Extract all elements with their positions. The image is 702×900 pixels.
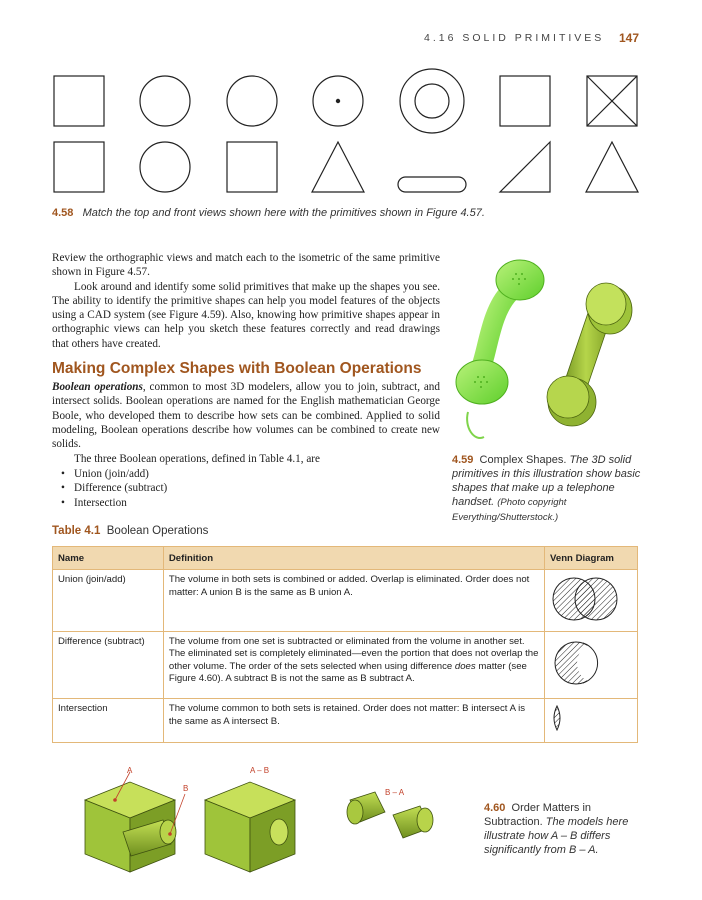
front-view-triangle xyxy=(312,142,364,192)
running-head: 4.16 SOLID PRIMITIVES xyxy=(424,32,605,44)
front-view-slot xyxy=(398,177,466,192)
table-row xyxy=(53,570,638,632)
front-view-right-triangle xyxy=(500,142,550,192)
figure-4-58-views xyxy=(50,68,642,198)
body-paragraphs-bottom xyxy=(52,380,440,511)
column-header: Name xyxy=(53,547,164,570)
body-paragraphs-top xyxy=(52,251,440,351)
label-b-minus-a: B – A xyxy=(385,788,405,797)
cell-name: Union (join/add) xyxy=(53,570,164,632)
cell-definition: The volume from one set is subtracted or eliminated from the volume in another set. The eliminated set is completely eliminated—even the portion that does not overlap the other volume. The order of the sets selected when using difference does matter (see Figure 4.60). A subtract B is not the same as B subtract A. xyxy=(163,631,544,699)
figure-number: 4.58 xyxy=(52,207,74,219)
figure-4-59-caption xyxy=(452,453,642,525)
cell-name: Difference (subtract) xyxy=(53,631,164,699)
label-b: B xyxy=(183,784,189,793)
figure-number: 4.60 xyxy=(484,802,506,814)
figure-number: 4.59 xyxy=(452,454,474,466)
front-view-triangle-2 xyxy=(586,142,638,192)
table-number: Table 4.1 xyxy=(52,525,101,537)
top-view-square xyxy=(54,76,104,126)
top-view-concentric-outer xyxy=(400,69,464,133)
top-view-circle xyxy=(140,76,190,126)
label-a-minus-b: A – B xyxy=(250,766,270,775)
figure-4-59-handsets xyxy=(450,252,650,447)
paragraph: Boolean operations, common to most 3D modelers, allow you to join, subtract, and intersect solids. Boolean operations are named for the English mathematician George Boole, who developed them to describe how sets can be combined. Applied to solid modeling, Boolean operations describe how volumes can be combined to create new solids. xyxy=(52,381,440,451)
section-heading: Making Complex Shapes with Boolean Operations xyxy=(52,360,422,377)
front-view-square xyxy=(54,142,104,192)
model-b-minus-a xyxy=(347,792,433,838)
front-view-square-2 xyxy=(227,142,277,192)
photo-handset xyxy=(456,260,544,438)
figure-4-58-caption xyxy=(52,207,485,219)
list-item: • Intersection xyxy=(52,496,440,511)
caption-text: The models here illustrate how A – B differs significantly from B – A. xyxy=(484,816,629,856)
table-row xyxy=(53,699,638,743)
page-number: 147 xyxy=(619,31,640,45)
top-view-square-2 xyxy=(500,76,550,126)
boolean-operations-table xyxy=(52,546,638,743)
caption-title: Order Matters in Subtraction. xyxy=(484,802,592,828)
cell-definition: The volume in both sets is combined or added. Overlap is eliminated. Order does not matter: A union B is the same as B union A. xyxy=(163,570,544,632)
table-row xyxy=(53,631,638,699)
list-item: • Union (join/add) xyxy=(52,467,440,482)
model-a-and-b xyxy=(85,782,176,872)
cell-name: Intersection xyxy=(53,699,164,743)
venn-intersection xyxy=(544,699,637,743)
paragraph: The three Boolean operations, defined in Table 4.1, are xyxy=(74,453,320,466)
caption-text: The 3D solid primitives in this illustration show basic shapes that make up a telephone handset. xyxy=(452,454,641,508)
photo-credit: (Photo copyright Everything/Shutterstock.) xyxy=(452,497,567,523)
figure-4-60-caption xyxy=(484,801,644,857)
top-view-circle-2 xyxy=(227,76,277,126)
caption-text: Match the top and front views shown here with the primitives shown in Figure 4.57. xyxy=(82,207,485,219)
top-view-concentric-inner xyxy=(415,84,449,118)
column-header: Definition xyxy=(163,547,544,570)
cell-definition: The volume common to both sets is retained. Order does not matter: B intersect A is the same as A intersect B. xyxy=(163,699,544,743)
table-header-row xyxy=(53,547,638,570)
list-item: • Difference (subtract) xyxy=(52,481,440,496)
model-handset xyxy=(547,283,632,426)
paragraph: Look around and identify some solid primitives that make up the shapes you see. The ability to identify the primitive shapes can help you model features of the objects using a CAD system (see Figure 4.59). Also, knowing how primitive shapes appear in orthographic views can help you sketch these features correctly and read drawings that others have created. xyxy=(52,280,440,350)
front-view-circle xyxy=(140,142,190,192)
venn-difference xyxy=(544,631,637,699)
key-term: Boolean operations xyxy=(52,381,143,393)
model-a-minus-b xyxy=(205,782,295,872)
venn-union xyxy=(544,570,637,632)
paragraph: Review the orthographic views and match each to the isometric of the same primitive shown in Figure 4.57. xyxy=(52,252,440,279)
table-title: Table 4.1 Boolean Operations xyxy=(52,525,209,537)
bullet-list xyxy=(52,467,440,511)
figure-4-60-models xyxy=(75,760,475,890)
caption-title: Complex Shapes. xyxy=(479,454,567,466)
label-a: A xyxy=(127,766,133,775)
column-header: Venn Diagram xyxy=(544,547,637,570)
